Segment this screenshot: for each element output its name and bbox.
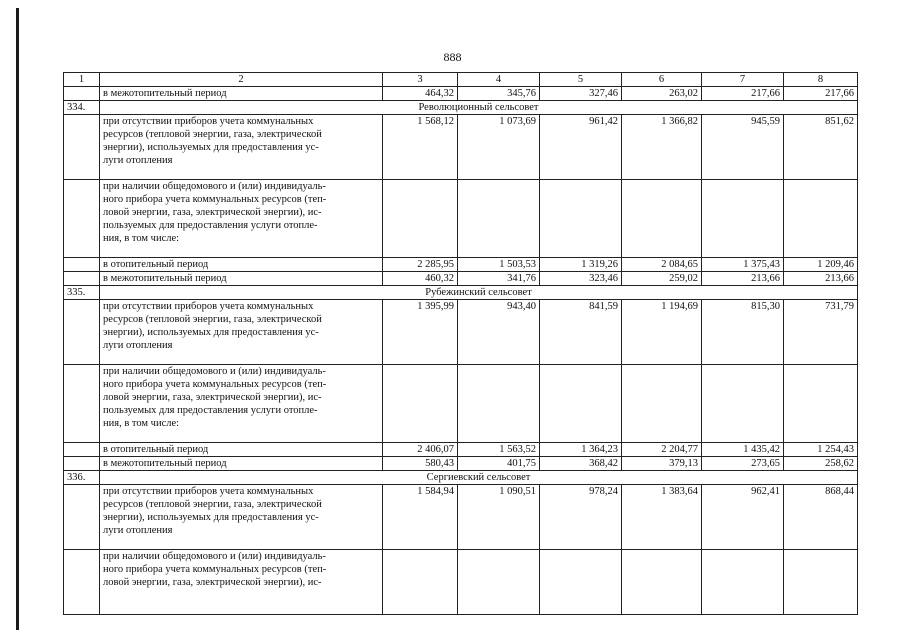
value-cell: 1 209,46 — [784, 258, 858, 272]
empty-cell — [622, 365, 702, 443]
description-line: пользуемых для предоставления услуги отопле- — [103, 220, 318, 231]
column-header: 2 — [100, 73, 383, 87]
row-description — [100, 115, 383, 180]
column-header: 5 — [540, 73, 622, 87]
value-cell: 1 073,69 — [458, 115, 540, 180]
empty-cell — [383, 180, 458, 258]
description-line: ловой энергии, газа, электрической энергии), ис- — [103, 207, 322, 218]
value-cell: 1 366,82 — [622, 115, 702, 180]
empty-cell — [383, 365, 458, 443]
value-cell: 368,42 — [540, 457, 622, 471]
row-label: в отопительный период — [100, 258, 383, 272]
value-cell: 213,66 — [784, 272, 858, 286]
section-name: Сергиевский сельсовет — [100, 471, 858, 485]
description-line: ния, в том числе: — [103, 233, 180, 244]
empty-cell — [458, 365, 540, 443]
description-line: при отсутствии приборов учета коммунальных — [103, 116, 314, 127]
nonheating-period-row — [64, 272, 858, 286]
value-cell: 464,32 — [383, 87, 458, 101]
value-cell: 1 568,12 — [383, 115, 458, 180]
value-cell: 1 254,43 — [784, 443, 858, 457]
value-cell: 1 319,26 — [540, 258, 622, 272]
description-line: ресурсов (тепловой энергии, газа, электрической — [103, 129, 322, 140]
empty-cell — [64, 180, 100, 258]
value-cell: 460,32 — [383, 272, 458, 286]
row-description — [100, 550, 383, 615]
value-cell: 961,42 — [540, 115, 622, 180]
value-cell: 868,44 — [784, 485, 858, 550]
value-cell: 1 375,43 — [702, 258, 784, 272]
row-label: в межотопительный период — [100, 272, 383, 286]
value-cell: 379,13 — [622, 457, 702, 471]
description-line: ния, в том числе: — [103, 418, 180, 429]
value-cell: 217,66 — [784, 87, 858, 101]
column-number-row — [64, 73, 858, 87]
value-cell: 323,46 — [540, 272, 622, 286]
empty-cell — [64, 485, 100, 550]
column-header: 8 — [784, 73, 858, 87]
value-cell: 258,62 — [784, 457, 858, 471]
empty-cell — [383, 550, 458, 615]
heating-period-row — [64, 443, 858, 457]
empty-cell — [458, 180, 540, 258]
description-line: энергии), используемых для предоставления ус- — [103, 327, 319, 338]
value-cell: 263,02 — [622, 87, 702, 101]
description-line: ресурсов (тепловой энергии, газа, электрической — [103, 499, 322, 510]
with-meter-row — [64, 180, 858, 258]
value-cell: 2 406,07 — [383, 443, 458, 457]
empty-cell — [64, 272, 100, 286]
description-line: при наличии общедомового и (или) индивидуаль- — [103, 366, 326, 377]
value-cell: 962,41 — [702, 485, 784, 550]
empty-cell — [540, 180, 622, 258]
section-number: 334. — [64, 101, 100, 115]
empty-cell — [784, 365, 858, 443]
value-cell: 978,24 — [540, 485, 622, 550]
value-cell: 841,59 — [540, 300, 622, 365]
value-cell: 2 285,95 — [383, 258, 458, 272]
empty-cell — [64, 87, 100, 101]
heating-period-row — [64, 258, 858, 272]
description-line: луги отопления — [103, 525, 173, 536]
description-line: ловой энергии, газа, электрической энергии), ис- — [103, 577, 322, 588]
value-cell: 1 584,94 — [383, 485, 458, 550]
empty-cell — [622, 180, 702, 258]
description-line: при наличии общедомового и (или) индивидуаль- — [103, 181, 326, 192]
value-cell: 1 503,53 — [458, 258, 540, 272]
value-cell: 1 194,69 — [622, 300, 702, 365]
description-line: при отсутствии приборов учета коммунальных — [103, 301, 314, 312]
value-cell: 1 435,42 — [702, 443, 784, 457]
section-header-row — [64, 286, 858, 300]
section-number: 335. — [64, 286, 100, 300]
description-line: ного прибора учета коммунальных ресурсов (теп- — [103, 564, 327, 575]
with-meter-row — [64, 550, 858, 615]
row-description — [100, 180, 383, 258]
empty-cell — [64, 550, 100, 615]
row-description — [100, 485, 383, 550]
empty-cell — [784, 550, 858, 615]
value-cell: 580,43 — [383, 457, 458, 471]
value-cell: 273,65 — [702, 457, 784, 471]
value-cell: 1 090,51 — [458, 485, 540, 550]
value-cell: 213,66 — [702, 272, 784, 286]
row-description — [100, 365, 383, 443]
without-meter-row — [64, 115, 858, 180]
empty-cell — [702, 550, 784, 615]
with-meter-row — [64, 365, 858, 443]
empty-cell — [702, 365, 784, 443]
value-cell: 1 383,64 — [622, 485, 702, 550]
page-number: 888 — [443, 50, 462, 64]
tariff-table — [63, 72, 858, 615]
row-label: в межотопительный период — [100, 457, 383, 471]
value-cell: 2 204,77 — [622, 443, 702, 457]
section-header-row — [64, 471, 858, 485]
description-line: ресурсов (тепловой энергии, газа, электрической — [103, 314, 322, 325]
column-header: 3 — [383, 73, 458, 87]
description-line: пользуемых для предоставления услуги отопле- — [103, 405, 318, 416]
empty-cell — [64, 365, 100, 443]
column-header: 1 — [64, 73, 100, 87]
value-cell: 1 395,99 — [383, 300, 458, 365]
empty-cell — [622, 550, 702, 615]
value-cell: 731,79 — [784, 300, 858, 365]
value-cell: 815,30 — [702, 300, 784, 365]
value-cell: 345,76 — [458, 87, 540, 101]
empty-cell — [64, 443, 100, 457]
without-meter-row — [64, 300, 858, 365]
row-label: в отопительный период — [100, 443, 383, 457]
description-line: ного прибора учета коммунальных ресурсов (теп- — [103, 379, 327, 390]
description-line: при наличии общедомового и (или) индивидуаль- — [103, 551, 326, 562]
description-line: ного прибора учета коммунальных ресурсов (теп- — [103, 194, 327, 205]
empty-cell — [64, 300, 100, 365]
empty-cell — [540, 365, 622, 443]
value-cell: 341,76 — [458, 272, 540, 286]
empty-cell — [458, 550, 540, 615]
value-cell: 327,46 — [540, 87, 622, 101]
value-cell: 259,02 — [622, 272, 702, 286]
scan-edge-line — [16, 8, 19, 630]
value-cell: 401,75 — [458, 457, 540, 471]
without-meter-row — [64, 485, 858, 550]
section-number: 336. — [64, 471, 100, 485]
description-line: при отсутствии приборов учета коммунальных — [103, 486, 314, 497]
value-cell: 2 084,65 — [622, 258, 702, 272]
value-cell: 851,62 — [784, 115, 858, 180]
section-name: Рубежинский сельсовет — [100, 286, 858, 300]
empty-cell — [540, 550, 622, 615]
value-cell: 945,59 — [702, 115, 784, 180]
nonheating-period-row — [64, 457, 858, 471]
empty-cell — [64, 115, 100, 180]
value-cell: 1 563,52 — [458, 443, 540, 457]
empty-cell — [702, 180, 784, 258]
description-line: энергии), используемых для предоставления ус- — [103, 512, 319, 523]
empty-cell — [64, 258, 100, 272]
value-cell: 943,40 — [458, 300, 540, 365]
description-line: луги отопления — [103, 155, 173, 166]
section-name: Революционный сельсовет — [100, 101, 858, 115]
row-label: в межотопительный период — [100, 87, 383, 101]
column-header: 6 — [622, 73, 702, 87]
value-cell: 1 364,23 — [540, 443, 622, 457]
empty-cell — [64, 457, 100, 471]
description-line: ловой энергии, газа, электрической энергии), ис- — [103, 392, 322, 403]
column-header: 4 — [458, 73, 540, 87]
section-header-row — [64, 101, 858, 115]
description-line: луги отопления — [103, 340, 173, 351]
carryover-row — [64, 87, 858, 101]
row-description — [100, 300, 383, 365]
description-line: энергии), используемых для предоставления ус- — [103, 142, 319, 153]
empty-cell — [784, 180, 858, 258]
column-header: 7 — [702, 73, 784, 87]
value-cell: 217,66 — [702, 87, 784, 101]
